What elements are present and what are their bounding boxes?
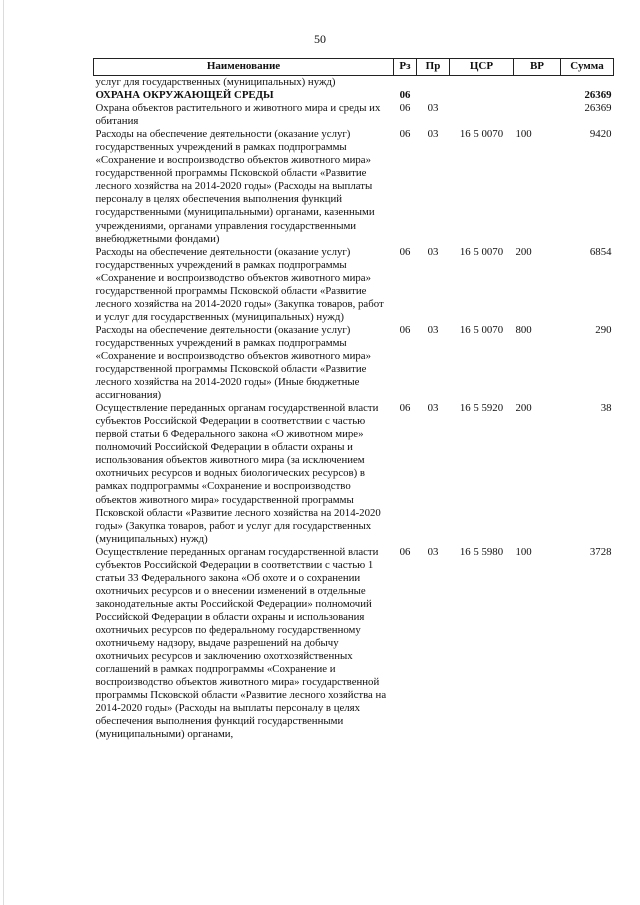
row-rz: 06 bbox=[399, 89, 411, 102]
row-name: Осуществление переданных органам государственной власти субъектов Российской Федерации в соответствии с частью первой статьи 6 Федерального закона «О животном мире» полномочий Российской Федерации в области охраны и использования объектов животного мира (за исключением охотничьих ресурсов и водных биологических ресурсов) в рамках подпрограммы «Сохранение и воспроизводство объектов животного мира» государственной программы Псковской области «Развитие лесного хозяйства на 2014-2020 годы» (Закупка товаров, работ и услуг для государственных (муниципальных) нужд) bbox=[95, 402, 381, 545]
row-name: Расходы на обеспечение деятельности (оказание услуг) государственных учреждений в рамках подпрограммы «Сохранение и воспроизводство объектов животного мира» государственной программы Псковской области «Развитие лесного хозяйства на 2014-2020 годы» (Иные бюджетные ассигнования) bbox=[95, 323, 371, 402]
row-sum: 6854 bbox=[589, 245, 612, 258]
row-csr: 16 5 0070 bbox=[459, 323, 504, 336]
row-csr bbox=[450, 76, 514, 90]
row-name: услуг для государственных (муниципальных) нужд) bbox=[95, 76, 336, 88]
row-name: ОХРАНА ОКРУЖАЮЩЕЙ СРЕДЫ bbox=[95, 89, 274, 102]
row-rz: 06 bbox=[399, 102, 411, 115]
row-vr: 100 bbox=[515, 545, 532, 558]
row-pr bbox=[417, 89, 450, 102]
row-pr: 03 bbox=[427, 402, 439, 415]
row-csr bbox=[450, 89, 514, 102]
row-name: Осуществление переданных органам государственной власти субъектов Российской Федерации в соответствии с частью 1 статьи 33 Федерального закона «Об охоте и о сохранении охотничьих ресурсов и о внесении изменений в отдельные законодательные акты Российской Федерации» полномочий Российской Федерации в области охраны и использования охотничьих ресурсов по федеральному государственному охотничьему надзору, выдаче разрешений на добычу охотничьих ресурсов и заключению охотхозяйственных соглашений в рамках подпрограммы «Сохранение и воспроизводство объектов животного мира» государственной программы Псковской области «Развитие лесного хозяйства на 2014-2020 годы» (Расходы на выплаты персоналу в целях обеспечения выполнения функций государственными (муниципальными) органами, bbox=[95, 545, 387, 741]
row-csr bbox=[450, 102, 514, 128]
page-number: 50 bbox=[314, 32, 326, 46]
row-rz: 06 bbox=[399, 323, 411, 336]
row-csr: 16 5 0070 bbox=[459, 128, 504, 141]
row-name: Расходы на обеспечение деятельности (оказание услуг) государственных учреждений в рамках подпрограммы «Сохранение и воспроизводство объектов животного мира» государственной программы Псковской области «Развитие лесного хозяйства на 2014-2020 годы» (Закупка товаров, работ и услуг для государственных (муниципальных) нужд) bbox=[95, 245, 384, 323]
header-csr: ЦСР bbox=[450, 59, 514, 76]
table-header-row bbox=[94, 59, 614, 76]
row-vr: 200 bbox=[515, 245, 532, 258]
row-pr: 03 bbox=[427, 128, 439, 141]
table-row bbox=[94, 546, 614, 742]
row-vr: 100 bbox=[515, 128, 532, 141]
row-pr: 03 bbox=[427, 245, 439, 258]
header-name: Наименование bbox=[94, 59, 394, 76]
row-rz: 06 bbox=[399, 402, 411, 415]
row-csr: 16 5 0070 bbox=[459, 245, 504, 258]
row-rz: 06 bbox=[399, 128, 411, 141]
row-sum: 38 bbox=[600, 402, 612, 415]
row-name: Расходы на обеспечение деятельности (оказание услуг) государственных учреждений в рамках подпрограммы «Сохранение и воспроизводство объектов животного мира» государственной программы Псковской области «Развитие лесного хозяйства на 2014-2020 годы» (Расходы на выплаты персоналу в целях обеспечения выполнения функций государственными (муниципальными) органами, казенными учреждениями, органами управления государственными внебюджетными фондами) bbox=[95, 128, 375, 245]
row-csr: 16 5 5980 bbox=[459, 545, 504, 558]
table-row bbox=[94, 324, 614, 402]
row-sum: 9420 bbox=[589, 128, 612, 141]
page-edge bbox=[3, 0, 4, 905]
header-pr: Пр bbox=[417, 59, 450, 76]
row-pr: 03 bbox=[427, 323, 439, 336]
header-vr: ВР bbox=[514, 59, 561, 76]
row-name: Охрана объектов растительного и животного мира и среды их обитания bbox=[95, 102, 381, 128]
table-row bbox=[94, 246, 614, 324]
row-vr bbox=[514, 102, 561, 128]
header-sum: Сумма bbox=[561, 59, 614, 76]
budget-table bbox=[93, 58, 614, 741]
table-row bbox=[94, 128, 614, 245]
table-row bbox=[94, 402, 614, 546]
row-pr bbox=[417, 76, 450, 90]
row-pr: 03 bbox=[427, 545, 439, 558]
row-sum bbox=[561, 76, 614, 90]
row-sum: 26369 bbox=[584, 102, 612, 115]
row-sum: 290 bbox=[595, 323, 612, 336]
row-vr: 800 bbox=[515, 323, 532, 336]
table-row bbox=[94, 102, 614, 128]
header-rz: Рз bbox=[394, 59, 417, 76]
row-vr bbox=[514, 76, 561, 90]
row-rz bbox=[394, 76, 417, 90]
row-sum: 3728 bbox=[589, 545, 612, 558]
row-vr bbox=[514, 89, 561, 102]
row-rz: 06 bbox=[399, 245, 411, 258]
row-sum: 26369 bbox=[584, 89, 612, 102]
row-rz: 06 bbox=[399, 545, 411, 558]
row-vr: 200 bbox=[515, 402, 532, 415]
row-csr: 16 5 5920 bbox=[459, 402, 504, 415]
table-row-section bbox=[94, 89, 614, 102]
table-row bbox=[94, 76, 614, 90]
row-pr: 03 bbox=[427, 102, 439, 115]
